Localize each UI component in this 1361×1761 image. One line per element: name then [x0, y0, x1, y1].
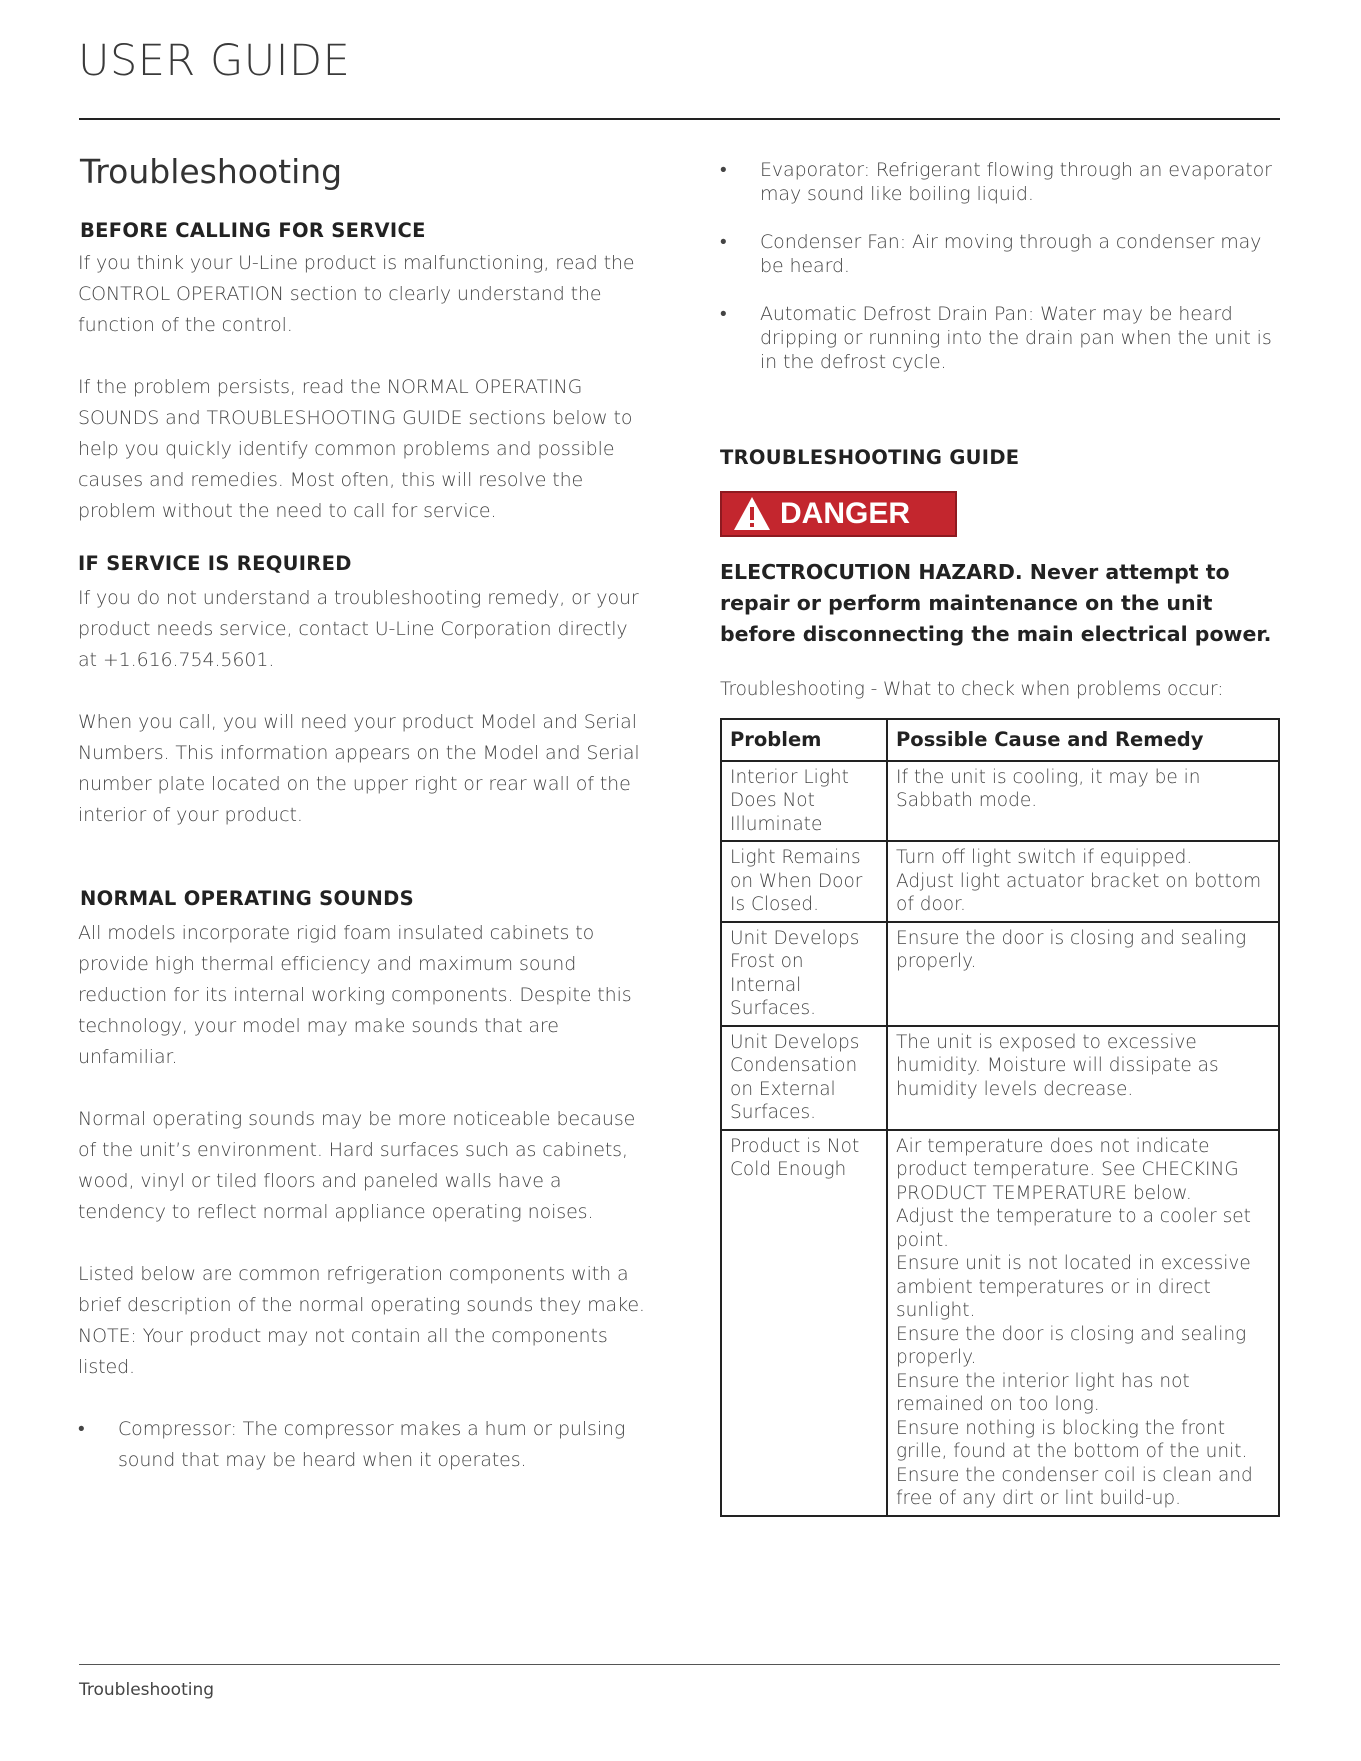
remedy-cell — [887, 1026, 1279, 1130]
remedy-line: Ensure nothing is blocking the front grille, found at the bottom of the unit. — [896, 1417, 1248, 1462]
bullet-item-evaporator — [720, 158, 1282, 206]
bullet-icon: • — [720, 159, 727, 181]
left-column — [78, 150, 648, 1476]
bullet-icon: • — [78, 1418, 85, 1440]
remedy-line: Ensure the interior light has not remained on too long. — [896, 1370, 1190, 1415]
bullet-icon: • — [720, 231, 727, 253]
table-header-row — [721, 719, 1279, 761]
bullet-text: Automatic Defrost Drain Pan: Water may be heard dripping or running into the drain pan when the unit is in the defrost cycle. — [760, 303, 1272, 373]
problem-cell: Light Remains on When Door Is Closed. — [721, 841, 887, 922]
normal-sounds-heading: NORMAL OPERATING SOUNDS — [80, 887, 414, 910]
table-row — [721, 761, 1279, 842]
table-body — [721, 761, 1279, 1516]
table-row — [721, 841, 1279, 922]
remedy-line: Ensure the door is closing and sealing properly. — [896, 1323, 1247, 1368]
table-row — [721, 1026, 1279, 1130]
page-header-title: USER GUIDE — [78, 36, 351, 86]
bullet-text: Condenser Fan: Air moving through a condenser may be heard. — [760, 231, 1262, 277]
normal-sounds-paragraph-2: Normal operating sounds may be more noticeable because of the unit’s environment. Hard surfaces such as cabinets, wood, vinyl or tiled floors and paneled walls have a tendency to reflect normal appliance operating noises. — [78, 1108, 636, 1223]
table-header-problem: Problem — [721, 719, 887, 761]
electrocution-hazard-warning: ELECTROCUTION HAZARD. Never attempt to repair or perform maintenance on the unit before disconnecting the main electrical power. — [720, 560, 1272, 646]
remedy-line: Adjust light actuator bracket on bottom of door. — [896, 870, 1262, 915]
remedy-cell — [887, 761, 1279, 842]
bullet-item-condenser-fan — [720, 230, 1282, 278]
problem-cell: Unit Develops Condensation on External Surfaces. — [721, 1026, 887, 1130]
right-column — [720, 158, 1282, 1517]
bullet-item-compressor — [78, 1414, 648, 1476]
remedy-line: Ensure the condenser coil is clean and free of any dirt or lint build-up. — [896, 1464, 1253, 1509]
table-caption: Troubleshooting - What to check when problems occur: — [720, 679, 1224, 700]
remedy-cell — [887, 841, 1279, 922]
table-row — [721, 922, 1279, 1026]
before-service-paragraph-2: If the problem persists, read the NORMAL OPERATING SOUNDS and TROUBLESHOOTING GUIDE sections below to help you quickly identify common problems and possible causes and remedies. Most often, this will resolve the problem without the need to call for service. — [78, 376, 633, 522]
section-title: Troubleshooting — [80, 152, 343, 191]
table-header-remedy: Possible Cause and Remedy — [887, 719, 1279, 761]
remedy-cell — [887, 922, 1279, 1026]
troubleshooting-table — [720, 718, 1280, 1517]
remedy-line: Turn off light switch if equipped. — [896, 847, 1193, 868]
normal-sounds-paragraph-3: Listed below are common refrigeration components with a brief description of the normal operating sounds they make. NOTE: Your product may not contain all the components listed. — [78, 1263, 645, 1378]
remedy-line: Ensure unit is not located in excessive ambient temperatures or in direct sunlight. — [896, 1253, 1251, 1321]
normal-sounds-paragraph-1: All models incorporate rigid foam insulated cabinets to provide high thermal efficiency and maximum sound reduction for its internal working components. Despite this technology, your model may make sounds that are unfamiliar. — [78, 922, 632, 1068]
danger-label — [720, 491, 957, 537]
warning-triangle-icon — [732, 494, 772, 534]
problem-cell: Product is Not Cold Enough — [721, 1130, 887, 1516]
before-service-heading: BEFORE CALLING FOR SERVICE — [80, 219, 426, 242]
remedy-line: Ensure the door is closing and sealing properly. — [896, 927, 1247, 972]
remedy-line: Adjust the temperature to a cooler set point. — [896, 1206, 1251, 1251]
bullet-text: Evaporator: Refrigerant flowing through an evaporator may sound like boiling liquid. — [760, 159, 1272, 205]
remedy-line: The unit is exposed to excessive humidity. Moisture will dissipate as humidity levels decrease. — [896, 1031, 1219, 1100]
service-required-paragraph-2: When you call, you will need your product Model and Serial Numbers. This information appears on the Model and Serial number plate located on the upper right or rear wall of the interior of your product. — [78, 711, 640, 826]
service-required-heading: IF SERVICE IS REQUIRED — [78, 552, 352, 575]
bullet-text: Compressor: The compressor makes a hum or pulsing sound that may be heard when it operates. — [118, 1418, 626, 1471]
bullet-item-defrost-drain-pan — [720, 302, 1282, 374]
danger-word: DANGER — [780, 497, 911, 530]
remedy-line: If the unit is cooling, it may be in Sabbath mode. — [896, 766, 1201, 811]
troubleshooting-guide-heading: TROUBLESHOOTING GUIDE — [720, 446, 1020, 469]
header-divider — [79, 118, 1280, 120]
problem-cell: Interior Light Does Not Illuminate — [721, 761, 887, 842]
footer-divider — [79, 1664, 1280, 1665]
remedy-line: Air temperature does not indicate product temperature. See CHECKING PRODUCT TEMPERATURE below. — [896, 1135, 1239, 1204]
footer-section-label: Troubleshooting — [79, 1680, 215, 1700]
service-required-paragraph-1: If you do not understand a troubleshooting remedy, or your product needs service, contact U-Line Corporation directly at +1.616.754.5601. — [78, 587, 639, 671]
bullet-icon: • — [720, 303, 727, 325]
remedy-cell — [887, 1130, 1279, 1516]
problem-cell: Unit Develops Frost on Internal Surfaces. — [721, 922, 887, 1026]
table-row — [721, 1130, 1279, 1516]
before-service-paragraph-1: If you think your U-Line product is malfunctioning, read the CONTROL OPERATION section to clearly understand the function of the control. — [78, 252, 635, 336]
